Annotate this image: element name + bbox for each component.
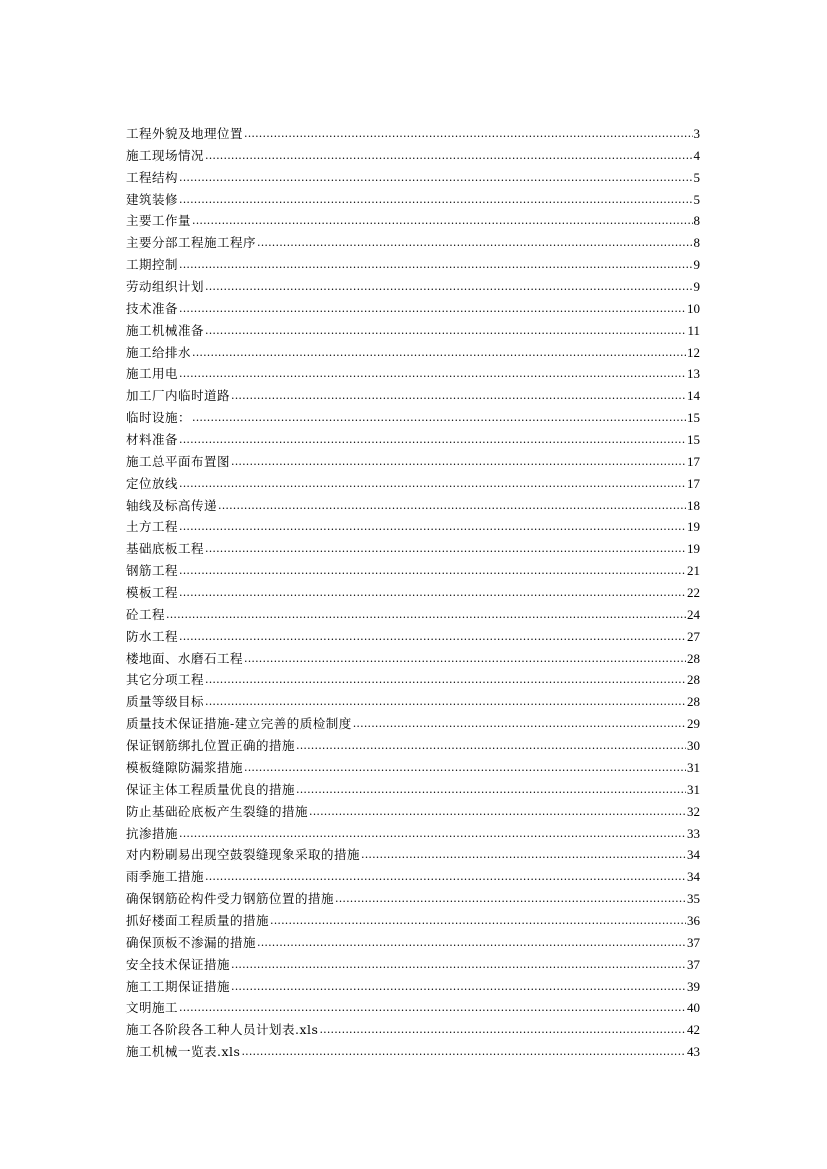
toc-entry-title: 建筑装修: [126, 191, 179, 207]
toc-entry-page-number: 35: [687, 891, 700, 907]
toc-entry-title: 钢筋工程: [126, 563, 179, 579]
toc-dot-leader: [257, 931, 686, 954]
toc-entry-page-number: 21: [687, 563, 700, 579]
toc-entry-title: 加工厂内临时道路: [126, 388, 231, 404]
toc-entry[interactable]: [126, 932, 700, 954]
toc-entry-title: 确保钢筋砼构件受力钢筋位置的措施: [126, 891, 335, 907]
toc-entry-page-number: 18: [687, 497, 700, 513]
toc-dot-leader: [179, 515, 686, 538]
toc-dot-leader: [205, 144, 692, 167]
toc-entry-title: 施工给排水: [126, 344, 192, 360]
toc-entry-title: 确保顶板不渗漏的措施: [126, 934, 257, 950]
toc-entry[interactable]: [126, 866, 700, 888]
toc-entry-title: 主要分部工程施工程序: [126, 235, 257, 251]
toc-entry[interactable]: [126, 495, 700, 517]
toc-dot-leader: [205, 275, 692, 298]
toc-dot-leader: [231, 975, 686, 998]
toc-entry[interactable]: [126, 604, 700, 626]
toc-entry-title: 定位放线: [126, 475, 179, 491]
toc-entry-title: 防止基础砼底板产生裂缝的措施: [126, 803, 309, 819]
toc-entry[interactable]: [126, 451, 700, 473]
toc-dot-leader: [179, 297, 686, 320]
toc-dot-leader: [192, 341, 686, 364]
toc-entry-page-number: 5: [693, 191, 700, 207]
toc-entry-page-number: 37: [687, 956, 700, 972]
toc-entry-page-number: 36: [687, 912, 700, 928]
toc-entry[interactable]: [126, 210, 700, 232]
toc-entry-title: 模板工程: [126, 585, 179, 601]
toc-entry-page-number: 39: [687, 978, 700, 994]
toc-entry[interactable]: [126, 888, 700, 910]
toc-entry-title: 技术准备: [126, 300, 179, 316]
toc-entry-title: 模板缝隙防漏浆措施: [126, 759, 244, 775]
toc-entry[interactable]: [126, 473, 700, 495]
toc-dot-leader: [241, 1040, 686, 1063]
toc-entry-page-number: 17: [687, 453, 700, 469]
toc-entry-title: 质量技术保证措施-建立完善的质检制度: [126, 716, 352, 732]
toc-entry[interactable]: [126, 363, 700, 385]
toc-entry-page-number: 40: [687, 1000, 700, 1016]
toc-entry[interactable]: [126, 1019, 700, 1041]
toc-entry-page-number: 34: [687, 847, 700, 863]
toc-dot-leader: [179, 362, 686, 385]
toc-entry-page-number: 31: [687, 759, 700, 775]
toc-dot-leader: [179, 472, 686, 495]
toc-entry[interactable]: [126, 298, 700, 320]
toc-entry-title: 保证主体工程质量优良的措施: [126, 781, 296, 797]
toc-dot-leader: [192, 209, 692, 232]
toc-entry-title: 劳动组织计划: [126, 279, 205, 295]
toc-entry-page-number: 9: [693, 257, 700, 273]
toc-entry[interactable]: [126, 538, 700, 560]
toc-entry-page-number: 8: [693, 213, 700, 229]
toc-entry[interactable]: [126, 757, 700, 779]
toc-entry[interactable]: [126, 844, 700, 866]
toc-entry[interactable]: [126, 997, 700, 1019]
toc-entry-title: 基础底板工程: [126, 541, 205, 557]
toc-entry[interactable]: [126, 669, 700, 691]
toc-entry-title: 施工总平面布置图: [126, 453, 231, 469]
toc-dot-leader: [205, 690, 686, 713]
toc-dot-leader: [244, 756, 686, 779]
toc-dot-leader: [205, 319, 686, 342]
toc-entry[interactable]: [126, 976, 700, 998]
toc-entry-page-number: 42: [687, 1022, 700, 1038]
toc-dot-leader: [257, 231, 692, 254]
toc-entry-title: 抗渗措施: [126, 825, 179, 841]
toc-entry-title: 对内粉刷易出现空鼓裂缝现象采取的措施: [126, 847, 361, 863]
toc-entry[interactable]: [126, 1041, 700, 1063]
toc-entry-title: 轴线及标高传递: [126, 497, 218, 513]
toc-entry-page-number: 29: [687, 716, 700, 732]
toc-dot-leader: [205, 537, 686, 560]
toc-entry-page-number: 24: [687, 606, 700, 622]
toc-dot-leader: [244, 122, 692, 145]
toc-entry[interactable]: [126, 123, 700, 145]
toc-entry[interactable]: [126, 560, 700, 582]
toc-entry[interactable]: [126, 582, 700, 604]
toc-entry[interactable]: [126, 626, 700, 648]
toc-entry-page-number: 28: [687, 672, 700, 688]
toc-dot-leader: [205, 668, 686, 691]
toc-entry-page-number: 31: [687, 781, 700, 797]
toc-entry[interactable]: [126, 429, 700, 451]
toc-entry[interactable]: [126, 276, 700, 298]
toc-entry[interactable]: [126, 320, 700, 342]
toc-entry-title: 主要工作量: [126, 213, 192, 229]
toc-dot-leader: [218, 494, 686, 517]
toc-dot-leader: [231, 450, 686, 473]
toc-entry-page-number: 3: [693, 126, 700, 141]
toc-entry-page-number: 19: [687, 519, 700, 535]
toc-dot-leader: [179, 996, 686, 1019]
toc-entry-page-number: 34: [687, 869, 700, 885]
toc-entry-title: 防水工程: [126, 628, 179, 644]
toc-entry-page-number: 28: [687, 650, 700, 666]
toc-entry[interactable]: [126, 254, 700, 276]
toc-entry-page-number: 37: [687, 934, 700, 950]
toc-entry[interactable]: [126, 648, 700, 670]
toc-entry-page-number: 13: [687, 366, 700, 382]
toc-entry[interactable]: [126, 189, 700, 211]
toc-entry-title: 施工各阶段各工种人员计划表.xls: [126, 1022, 319, 1038]
toc-entry-title: 土方工程: [126, 519, 179, 535]
toc-entry-title: 施工机械准备: [126, 322, 205, 338]
toc-entry-title: 楼地面、水磨石工程: [126, 650, 244, 666]
toc-dot-leader: [231, 953, 686, 976]
toc-entry-page-number: 43: [687, 1044, 700, 1060]
table-of-contents: [126, 123, 700, 1063]
toc-dot-leader: [205, 865, 686, 888]
toc-dot-leader: [179, 822, 686, 845]
toc-entry-title: 砼工程: [126, 606, 166, 622]
toc-dot-leader: [353, 712, 686, 735]
toc-dot-leader: [179, 188, 692, 211]
toc-dot-leader: [296, 734, 686, 757]
toc-dot-leader: [179, 253, 692, 276]
toc-entry[interactable]: [126, 823, 700, 845]
toc-entry[interactable]: [126, 954, 700, 976]
toc-dot-leader: [179, 559, 686, 582]
toc-entry[interactable]: [126, 713, 700, 735]
toc-entry-title: 施工现场情况: [126, 147, 205, 163]
toc-dot-leader: [309, 800, 686, 823]
toc-entry-page-number: 15: [687, 432, 700, 448]
toc-entry-page-number: 33: [687, 825, 700, 841]
toc-entry-page-number: 12: [687, 344, 700, 360]
toc-entry-title: 施工机械一览表.xls: [126, 1044, 241, 1060]
toc-entry-title: 临时设施：: [126, 410, 192, 426]
toc-entry-title: 质量等级目标: [126, 694, 205, 710]
toc-dot-leader: [192, 406, 686, 429]
toc-entry[interactable]: [126, 145, 700, 167]
toc-entry-page-number: 10: [687, 300, 700, 316]
toc-entry-title: 安全技术保证措施: [126, 956, 231, 972]
toc-entry-title: 施工用电: [126, 366, 179, 382]
toc-entry-page-number: 15: [687, 410, 700, 426]
toc-dot-leader: [166, 603, 686, 626]
toc-entry-page-number: 27: [687, 628, 700, 644]
toc-entry-page-number: 28: [687, 694, 700, 710]
toc-entry-page-number: 11: [687, 322, 700, 338]
toc-entry[interactable]: [126, 342, 700, 364]
toc-dot-leader: [270, 909, 686, 932]
toc-entry-page-number: 4: [693, 147, 700, 163]
toc-dot-leader: [296, 778, 686, 801]
toc-entry-page-number: 30: [687, 738, 700, 754]
toc-entry-title: 抓好楼面工程质量的措施: [126, 912, 270, 928]
toc-dot-leader: [231, 384, 686, 407]
toc-entry-title: 施工工期保证措施: [126, 978, 231, 994]
toc-entry-title: 工程外貌及地理位置: [126, 126, 244, 141]
toc-dot-leader: [244, 647, 686, 670]
toc-dot-leader: [319, 1018, 686, 1041]
toc-entry[interactable]: [126, 232, 700, 254]
toc-entry[interactable]: [126, 910, 700, 932]
toc-entry[interactable]: [126, 779, 700, 801]
toc-entry-title: 文明施工: [126, 1000, 179, 1016]
toc-entry-title: 工程结构: [126, 169, 179, 185]
toc-entry[interactable]: [126, 385, 700, 407]
toc-entry[interactable]: [126, 735, 700, 757]
toc-entry-title: 材料准备: [126, 432, 179, 448]
toc-dot-leader: [179, 428, 686, 451]
toc-dot-leader: [179, 581, 686, 604]
toc-entry-title: 保证钢筋绑扎位置正确的措施: [126, 738, 296, 754]
toc-entry-page-number: 5: [693, 169, 700, 185]
toc-entry-page-number: 8: [693, 235, 700, 251]
toc-entry-page-number: 19: [687, 541, 700, 557]
toc-entry-page-number: 14: [687, 388, 700, 404]
toc-entry-page-number: 9: [693, 279, 700, 295]
toc-entry-page-number: 22: [687, 585, 700, 601]
toc-entry-page-number: 17: [687, 475, 700, 491]
toc-entry[interactable]: [126, 407, 700, 429]
toc-dot-leader: [179, 625, 686, 648]
toc-dot-leader: [335, 887, 686, 910]
toc-entry-title: 其它分项工程: [126, 672, 205, 688]
toc-entry[interactable]: [126, 801, 700, 823]
toc-dot-leader: [179, 166, 692, 189]
toc-entry[interactable]: [126, 167, 700, 189]
toc-entry[interactable]: [126, 691, 700, 713]
toc-entry-title: 雨季施工措施: [126, 869, 205, 885]
toc-entry-title: 工期控制: [126, 257, 179, 273]
toc-dot-leader: [361, 843, 686, 866]
toc-entry[interactable]: [126, 516, 700, 538]
toc-entry-page-number: 32: [687, 803, 700, 819]
